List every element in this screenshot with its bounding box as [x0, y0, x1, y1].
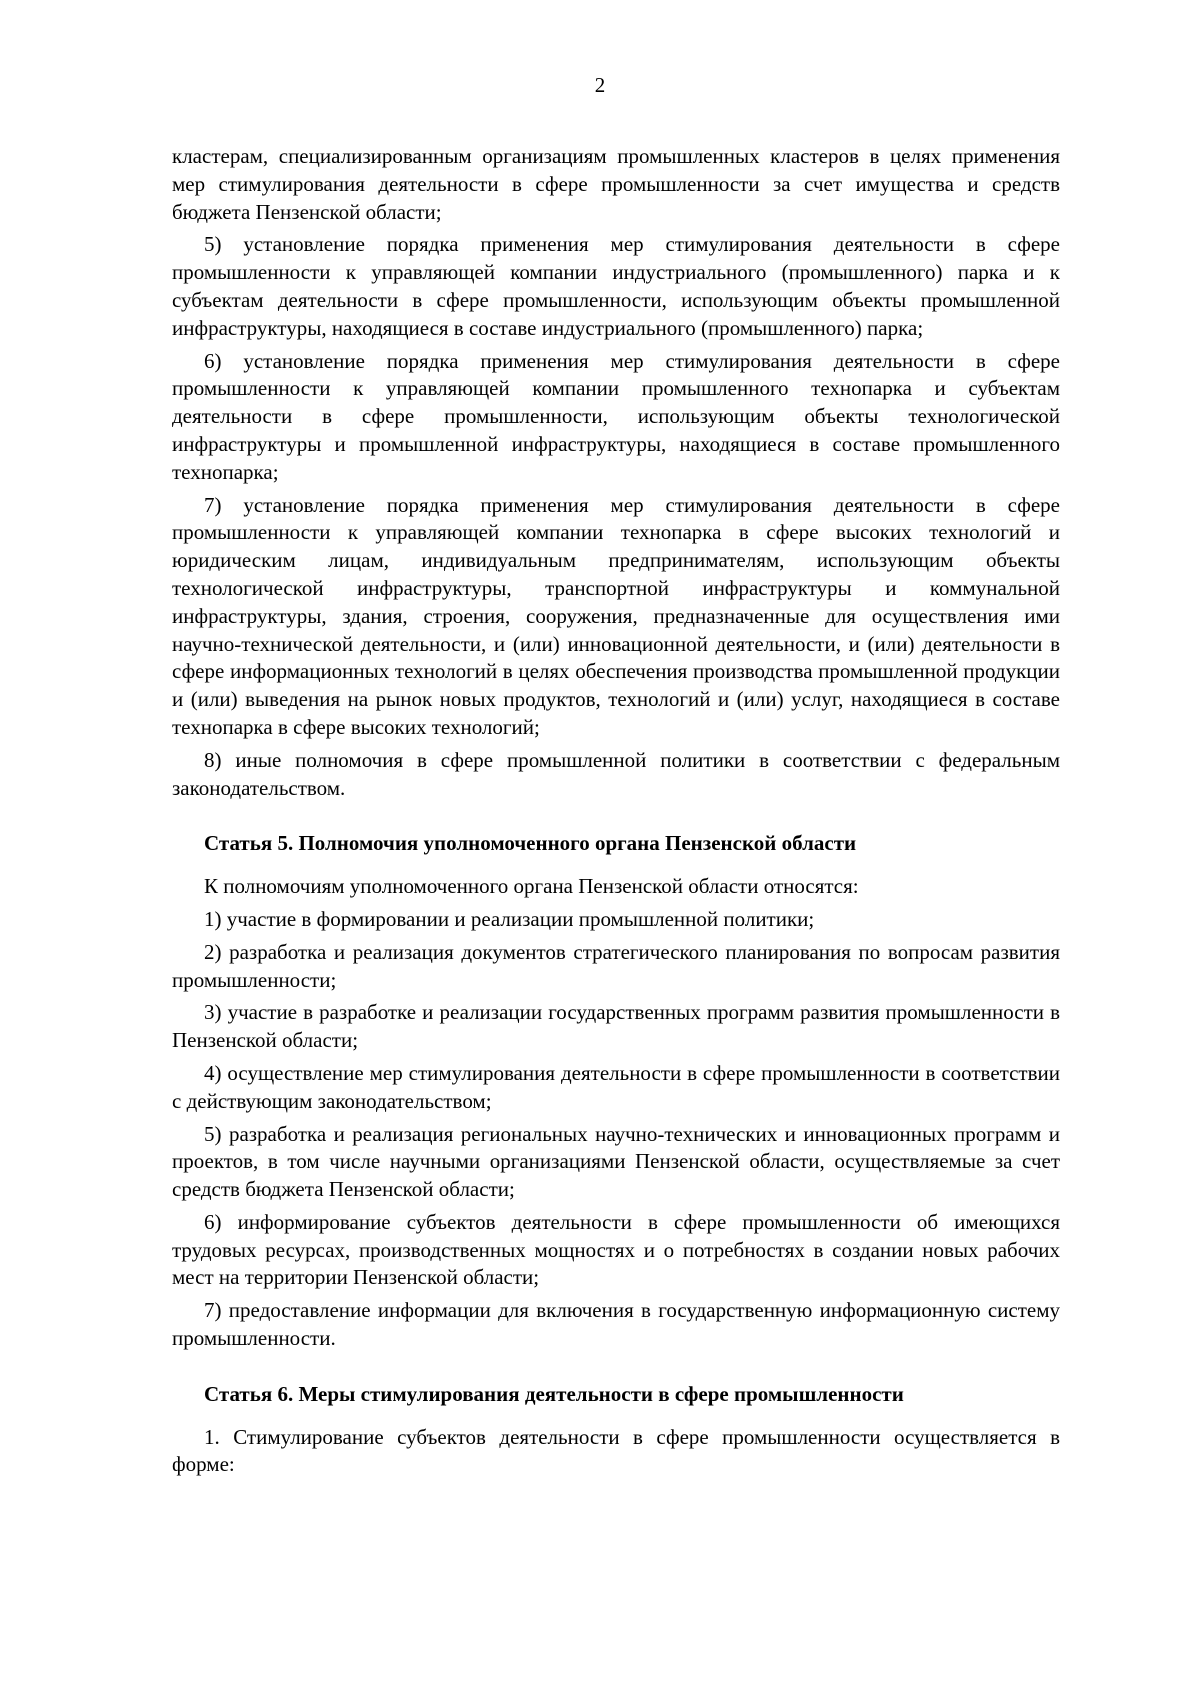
article-6-heading: Статья 6. Меры стимулирования деятельности в сфере промышленности	[204, 1381, 904, 1406]
article-5-item-7: 7) предоставление информации для включения в государственную информационную систему промышленности.	[172, 1298, 1060, 1351]
article-5-item-6: 6) информирование субъектов деятельности в сфере промышленности об имеющихся трудовых ресурсах, производственных мощностях и о потребностях в создании новых рабочих мест на территории Пензенской области;	[172, 1209, 1060, 1290]
article-5-item-2: 2) разработка и реализация документов стратегического планирования по вопросам развития промышленности;	[172, 939, 1060, 992]
paragraph-item-6: 6) установление порядка применения мер стимулирования деятельности в сфере промышленности к управляющей компании промышленного технопарка и субъектам деятельности в сфере промышленности, использующим объекты технологической инфраструктуры и промышленной инфраструктуры, находящиеся в составе промышленного технопарка;	[172, 348, 1060, 484]
article-5-intro: К полномочиям уполномоченного органа Пензенской области относятся:	[204, 874, 859, 899]
article-5-item-5: 5) разработка и реализация региональных научно-технических и инновационных программ и проектов, в том числе научными организациями Пензенской области, осуществляемые за счет средств бюджета Пензенской области;	[172, 1121, 1060, 1202]
article-5-heading: Статья 5. Полномочия уполномоченного органа Пензенской области	[204, 831, 857, 856]
article-5-item-4: 4) осуществление мер стимулирования деятельности в сфере промышленности в соответствии с действующим законодательством;	[172, 1060, 1060, 1113]
article-5-item-1: 1) участие в формировании и реализации промышленной политики;	[204, 906, 815, 931]
article-6-item-1: 1. Стимулирование субъектов деятельности в сфере промышленности осуществляется в форме:	[172, 1424, 1060, 1477]
paragraph-item-8: 8) иные полномочия в сфере промышленной политики в соответствии с федеральным законодательством.	[172, 747, 1060, 800]
paragraph-continuation: кластерам, специализированным организациям промышленных кластеров в целях применения мер стимулирования деятельности в сфере промышленности за счет имущества и средств бюджета Пензенской области;	[172, 144, 1060, 224]
paragraph-item-7: 7) установление порядка применения мер стимулирования деятельности в сфере промышленности к управляющей компании технопарка в сфере высоких технологий и юридическим лицам, индивидуальным предпринимателям, использующим объекты технологической инфраструктуры, транспортной инфраструктуры и коммунальной инфраструктуры, здания, строения, сооружения, предназначенные для осуществления ими научно-технической деятельности, и (или) инновационной деятельности, и (или) деятельности в сфере информационных технологий в целях обеспечения производства промышленной продукции и (или) выведения на рынок новых продуктов, технологий и (или) услуг, находящиеся в составе технопарка в сфере высоких технологий;	[172, 492, 1060, 739]
page-number: 2	[594, 73, 606, 97]
document-body	[172, 143, 1060, 1479]
paragraph-item-5: 5) установление порядка применения мер стимулирования деятельности в сфере промышленности к управляющей компании индустриального (промышленного) парка и к субъектам деятельности в сфере промышленности, использующим объекты промышленной инфраструктуры, находящиеся в составе индустриального (промышленного) парка;	[172, 232, 1060, 340]
article-5-item-3: 3) участие в разработке и реализации государственных программ развития промышленности в Пензенской области;	[172, 1000, 1060, 1053]
